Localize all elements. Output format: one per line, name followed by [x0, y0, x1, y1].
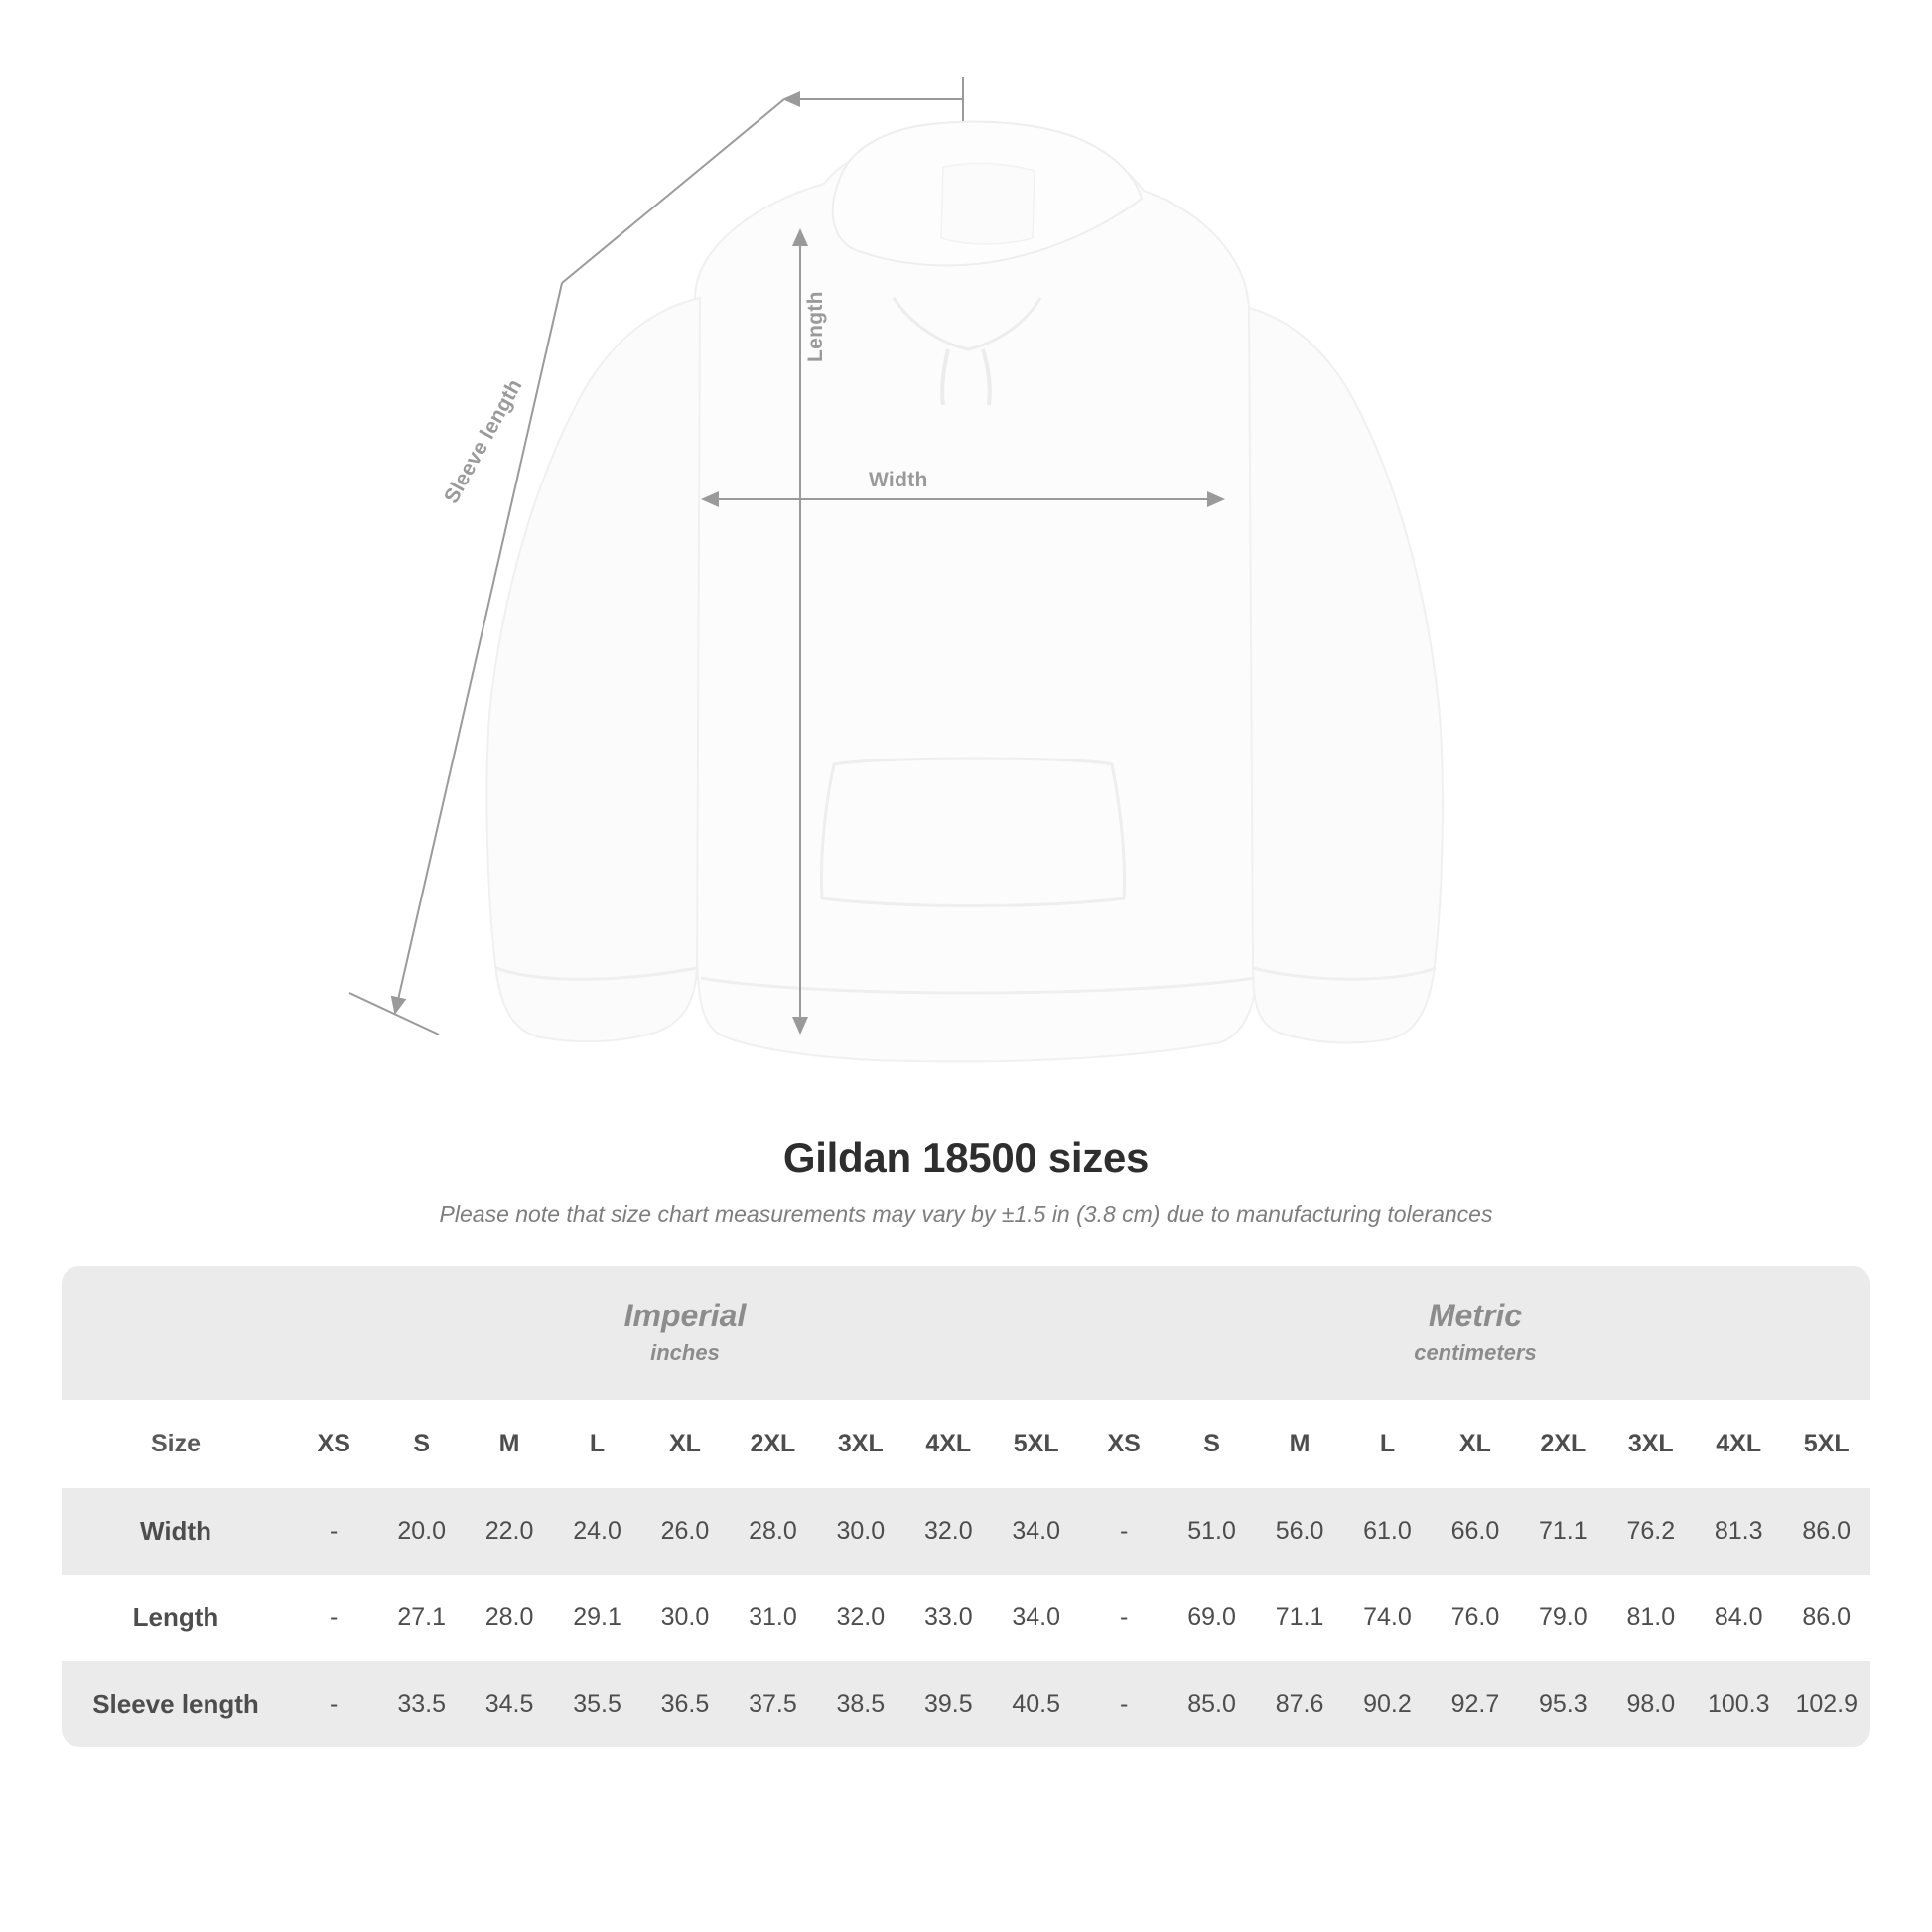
- size-column-header: 4XL: [904, 1400, 992, 1488]
- page-title: Gildan 18500 sizes: [782, 1134, 1150, 1180]
- table-row: [62, 1575, 1870, 1661]
- size-table-body: [62, 1488, 1870, 1747]
- hoodie-body: [486, 122, 1443, 1062]
- measurement-value: 33.5: [377, 1661, 465, 1747]
- measurement-value: 39.5: [904, 1661, 992, 1747]
- measurement-value: 76.2: [1607, 1488, 1695, 1575]
- measurement-value: -: [290, 1575, 377, 1661]
- size-column-header: 5XL: [993, 1400, 1080, 1488]
- measurement-value: 86.0: [1782, 1488, 1870, 1575]
- measurement-value: 74.0: [1343, 1575, 1431, 1661]
- measurement-value: 30.0: [641, 1575, 729, 1661]
- unit-corner-cell: [62, 1266, 290, 1400]
- measurement-value: 38.5: [817, 1661, 904, 1747]
- unit-group-metric-sub: centimeters: [1414, 1340, 1537, 1365]
- size-column-header: M: [1256, 1400, 1343, 1488]
- measurement-value: -: [290, 1488, 377, 1575]
- measurement-value: 33.0: [904, 1575, 992, 1661]
- measurement-value: -: [1080, 1575, 1168, 1661]
- measurement-value: 69.0: [1168, 1575, 1255, 1661]
- size-column-header: XS: [290, 1400, 377, 1488]
- measurement-value: 22.0: [466, 1488, 553, 1575]
- unit-group-metric-name: Metric: [1428, 1298, 1523, 1333]
- measurement-value: 20.0: [377, 1488, 465, 1575]
- measurement-value: 79.0: [1519, 1575, 1606, 1661]
- label-length: Length: [804, 291, 827, 362]
- measurement-value: -: [1080, 1661, 1168, 1747]
- measurement-value: -: [1080, 1488, 1168, 1575]
- measurement-value: 34.0: [993, 1575, 1080, 1661]
- measurement-value: 37.5: [729, 1661, 816, 1747]
- measurement-value: 81.3: [1695, 1488, 1782, 1575]
- size-column-header: M: [466, 1400, 553, 1488]
- measurement-label: Length: [62, 1575, 290, 1661]
- measurement-value: 98.0: [1607, 1661, 1695, 1747]
- size-column-header: 2XL: [1519, 1400, 1606, 1488]
- measurement-value: 56.0: [1256, 1488, 1343, 1575]
- label-width: Width: [869, 469, 928, 491]
- measurement-value: 87.6: [1256, 1661, 1343, 1747]
- measurement-value: 66.0: [1432, 1488, 1519, 1575]
- measurement-label: Sleeve length: [62, 1661, 290, 1747]
- unit-group-row: [62, 1266, 1870, 1400]
- size-column-header: L: [1343, 1400, 1431, 1488]
- measurement-value: 51.0: [1168, 1488, 1255, 1575]
- table-row: [62, 1488, 1870, 1575]
- size-column-header: XL: [641, 1400, 729, 1488]
- measurement-value: 35.5: [553, 1661, 640, 1747]
- unit-group-imperial-name: Imperial: [623, 1298, 747, 1333]
- measurement-value: 26.0: [641, 1488, 729, 1575]
- size-column-header: 4XL: [1695, 1400, 1782, 1488]
- unit-group-metric: [1080, 1266, 1870, 1400]
- measurement-value: 95.3: [1519, 1661, 1606, 1747]
- size-column-header: S: [377, 1400, 465, 1488]
- measurement-value: 102.9: [1782, 1661, 1870, 1747]
- label-sleeve-length: Sleeve length: [440, 375, 527, 508]
- size-column-header: XL: [1432, 1400, 1519, 1488]
- measurement-value: 34.5: [466, 1661, 553, 1747]
- measurement-value: 71.1: [1256, 1575, 1343, 1661]
- measurement-value: 34.0: [993, 1488, 1080, 1575]
- size-column-header: L: [553, 1400, 640, 1488]
- measurement-value: 28.0: [729, 1488, 816, 1575]
- measurement-value: 86.0: [1782, 1575, 1870, 1661]
- size-column-header: XS: [1080, 1400, 1168, 1488]
- measurement-value: 27.1: [377, 1575, 465, 1661]
- size-column-header: 3XL: [1607, 1400, 1695, 1488]
- measurement-value: 40.5: [993, 1661, 1080, 1747]
- measurement-value: 61.0: [1343, 1488, 1431, 1575]
- size-header-row: [62, 1400, 1870, 1488]
- size-column-header: 2XL: [729, 1400, 816, 1488]
- measurement-value: 28.0: [466, 1575, 553, 1661]
- measurement-value: 30.0: [817, 1488, 904, 1575]
- size-column-header: 5XL: [1782, 1400, 1870, 1488]
- title-block: [0, 1134, 1932, 1228]
- size-table-wrapper: [62, 1266, 1870, 1747]
- measurement-value: 90.2: [1343, 1661, 1431, 1747]
- table-row: [62, 1661, 1870, 1747]
- measurement-value: 29.1: [553, 1575, 640, 1661]
- measurement-value: 24.0: [553, 1488, 640, 1575]
- measurement-value: 85.0: [1168, 1661, 1255, 1747]
- measurement-value: 31.0: [729, 1575, 816, 1661]
- measurement-value: 92.7: [1432, 1661, 1519, 1747]
- measurement-value: 36.5: [641, 1661, 729, 1747]
- size-column-header: 3XL: [817, 1400, 904, 1488]
- size-column-header: S: [1168, 1400, 1255, 1488]
- measurement-value: 81.0: [1607, 1575, 1695, 1661]
- unit-group-imperial-sub: inches: [650, 1340, 720, 1365]
- measurement-value: 32.0: [817, 1575, 904, 1661]
- size-header-label: Size: [62, 1400, 290, 1488]
- measurement-value: -: [290, 1661, 377, 1747]
- size-table: [62, 1266, 1870, 1747]
- measurement-label: Width: [62, 1488, 290, 1575]
- measurement-value: 84.0: [1695, 1575, 1782, 1661]
- measurement-value: 76.0: [1432, 1575, 1519, 1661]
- tolerance-note: Please note that size chart measurements may vary by ±1.5 in (3.8 cm) due to manufacturing tolerances: [439, 1201, 1493, 1227]
- measurement-value: 100.3: [1695, 1661, 1782, 1747]
- measurement-value: 32.0: [904, 1488, 992, 1575]
- unit-group-imperial: [290, 1266, 1080, 1400]
- measurement-value: 71.1: [1519, 1488, 1606, 1575]
